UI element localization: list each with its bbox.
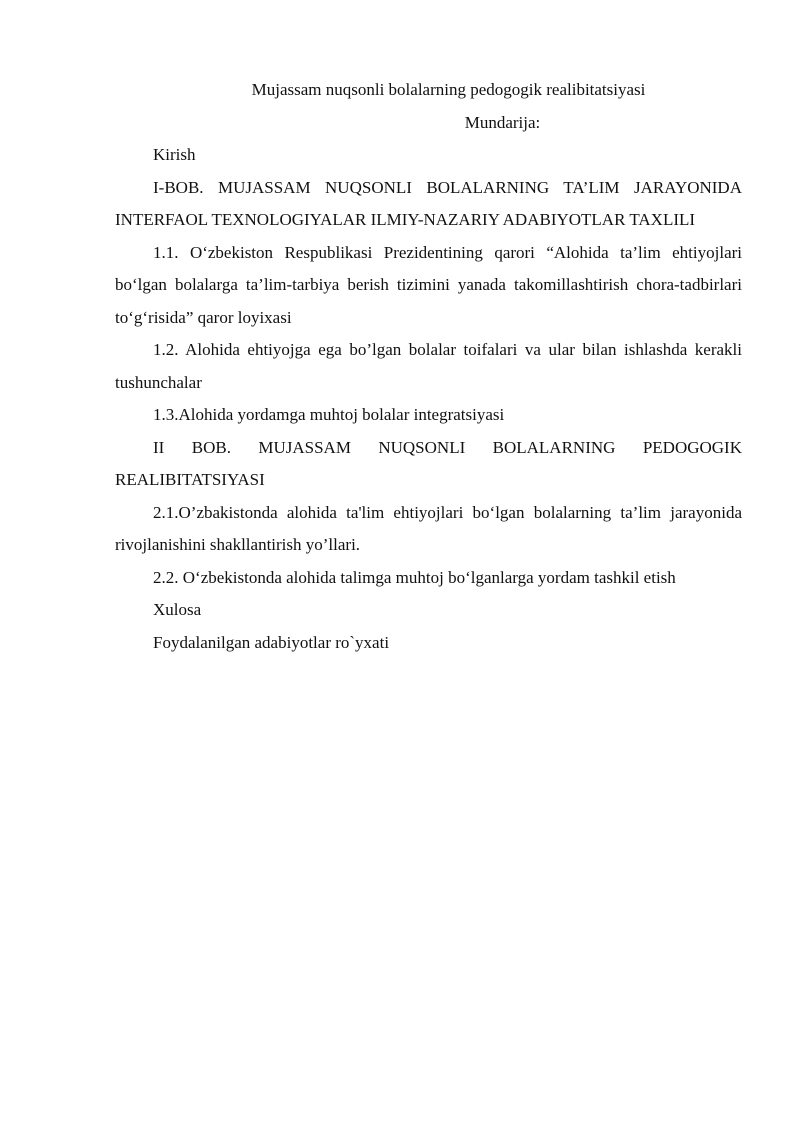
toc-entry-section-1-2: 1.2. Alohida ehtiyojga ega bo’lgan bolalar toifalari va ular bilan ishlashda kerakli tushunchalar (115, 340, 742, 392)
toc-entry-chapter-1: I-BOB. MUJASSAM NUQSONLI BOLALARNING TA’LIM JARAYONIDA INTERFAOL TEXNOLOGIYALAR ILMIY-NAZARIY ADABIYOTLAR TAXLILI (115, 177, 742, 229)
contents-heading: Mundarija: (464, 112, 541, 132)
toc-entry-introduction: Kirish (153, 145, 196, 164)
toc-entry-conclusion: Xulosa (153, 600, 202, 619)
toc-entry-section-2-1: 2.1.O’zbakistonda alohida ta'lim ehtiyojlari bo‘lgan bolalarning ta’lim jarayonida rivojlanishini shakllantirish yo’llari. (115, 502, 742, 554)
toc-entry-references: Foydalanilgan adabiyotlar ro`yxati (153, 632, 390, 652)
toc-entry-section-1-3: 1.3.Alohida yordamga muhtoj bolalar integratsiyasi (153, 405, 505, 424)
document-title: Mujassam nuqsonli bolalarning pedogogik realibitatsiyasi (251, 80, 646, 99)
toc-entry-section-2-2: 2.2. O‘zbekistonda alohida talimga muhtoj bo‘lganlarga yordam tashkil etish (153, 567, 676, 587)
toc-entry-chapter-2: II BOB. MUJASSAM NUQSONLI BOLALARNING PEDOGOGIK REALIBITATSIYASI (115, 437, 742, 489)
document-page (115, 74, 742, 659)
toc-entry-section-1-1: 1.1. O‘zbekiston Respublikasi Prezidentining qarori “Alohida ta’lim ehtiyojlari bo‘lgan bolalarga ta’lim-tarbiya berish tizimini yanada takomillashtirish chora-tadbirlari to‘g‘risida” qaror loyixasi (115, 242, 742, 327)
